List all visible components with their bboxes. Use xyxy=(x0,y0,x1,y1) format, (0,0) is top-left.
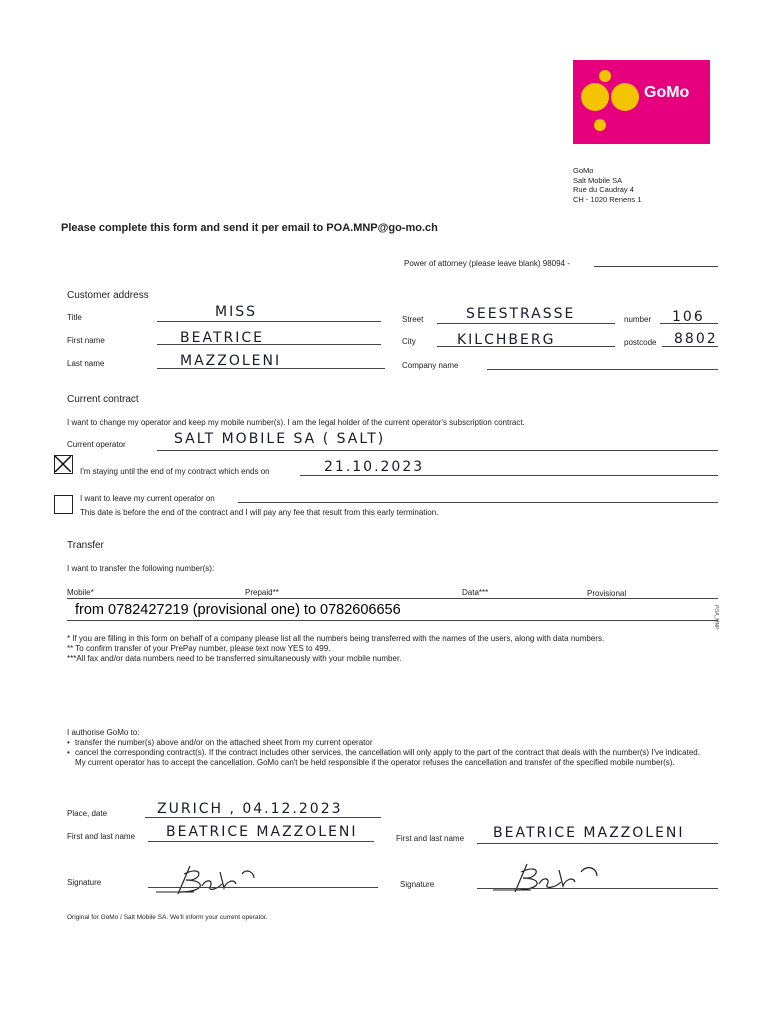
name-label: First and last name xyxy=(67,832,136,841)
current-operator-label: Current operator xyxy=(67,440,126,449)
authorise-bullet-text: transfer the number(s) above and/or on the attached sheet from my current operator xyxy=(75,738,373,747)
title-label: Title xyxy=(67,313,82,322)
first-name-field[interactable] xyxy=(157,344,381,345)
name-label-2: First and last name xyxy=(396,834,465,843)
logo-text: GoMo xyxy=(644,84,690,101)
first-name-label: First name xyxy=(67,336,105,345)
address-line: GoMo xyxy=(573,166,594,175)
column-prepaid: Prepaid** xyxy=(245,588,279,597)
street-field[interactable] xyxy=(437,323,615,324)
authorise-bullet-text: cancel the corresponding contract(s). If the contract includes other services, the cancellation will only apply to the part of the contract that deals with the number(s) I've indicated. My current operator has to accept the cancellation. GoMo can't be held responsible if the operator refuses the cancellation and transfer of the specified mobile number(s). xyxy=(75,748,700,767)
staying-checkbox[interactable] xyxy=(54,455,73,474)
title-value: MISS xyxy=(215,304,257,320)
city-field[interactable] xyxy=(437,346,615,347)
contract-end-date: 21.10.2023 xyxy=(324,459,425,475)
name-field-2[interactable] xyxy=(477,843,718,844)
authorise-bullet: • transfer the number(s) above and/or on the attached sheet from my current operator xyxy=(67,738,373,747)
current-contract-heading: Current contract xyxy=(67,394,139,405)
postcode-label: postcode xyxy=(624,338,657,347)
column-mobile: Mobile* xyxy=(67,588,94,597)
leave-note: This date is before the end of the contract and I will pay any fee that result from this early termination. xyxy=(80,508,439,517)
check-x-icon xyxy=(54,455,71,472)
signature-image xyxy=(150,860,270,905)
note-data: ***All fax and/or data numbers need to be transferred simultaneously with your mobile number. xyxy=(67,654,402,663)
footer-note: Original for GoMo / Salt Mobile SA. We'll inform your current operator. xyxy=(67,914,268,921)
leave-checkbox[interactable] xyxy=(54,495,73,514)
transfer-row-line xyxy=(67,598,718,599)
form-code: POA_MNP xyxy=(713,605,719,630)
gomo-logo xyxy=(573,60,710,144)
form-heading: Please complete this form and send it per email to POA.MNP@go-mo.ch xyxy=(61,222,438,234)
place-date-label: Place, date xyxy=(67,809,108,818)
place-date-field[interactable] xyxy=(145,817,381,818)
last-name-label: Last name xyxy=(67,359,105,368)
column-provisional: Provisional xyxy=(587,589,627,598)
signature-field[interactable] xyxy=(148,887,378,888)
address-line: CH - 1020 Renens 1 xyxy=(573,194,642,204)
signature-label: Signature xyxy=(67,878,102,887)
company-address xyxy=(573,166,641,204)
last-name-field[interactable] xyxy=(157,368,385,369)
last-name-value: MAZZOLENI xyxy=(180,353,282,369)
place-date-value: ZURICH , 04.12.2023 xyxy=(157,801,343,817)
current-operator-value: SALT MOBILE SA ( SALT) xyxy=(174,431,386,447)
signature-label-2: Signature xyxy=(400,880,435,889)
note-prepay: ** To confirm transfer of your PrePay number, please text now YES to 499. xyxy=(67,644,331,653)
transfer-heading: Transfer xyxy=(67,540,104,551)
current-operator-field[interactable] xyxy=(157,450,718,451)
staying-label: I'm staying until the end of my contract which ends on xyxy=(80,467,270,476)
address-line: Salt Mobile SA xyxy=(573,175,623,185)
number-label: number xyxy=(624,315,652,324)
number-field[interactable] xyxy=(660,323,718,324)
column-data: Data*** xyxy=(462,588,489,597)
transfer-notes xyxy=(67,634,727,664)
first-name-value: BEATRICE xyxy=(180,330,264,346)
contract-intro: I want to change my operator and keep my mobile number(s). I am the legal holder of the current operator's subscription contract. xyxy=(67,418,525,427)
handwritten-signature xyxy=(150,860,270,900)
power-of-attorney-line[interactable] xyxy=(594,266,718,267)
street-value: SEESTRASSE xyxy=(466,306,576,322)
postcode-value: 8802 xyxy=(674,331,718,347)
street-label: Street xyxy=(402,315,424,324)
handwritten-signature-2 xyxy=(485,856,615,896)
customer-address-heading: Customer address xyxy=(67,290,149,301)
note-company: * If you are filling in this form on behalf of a company please list all the numbers being transferred with the names of the users, along with data numbers. xyxy=(67,634,605,643)
authorise-section xyxy=(67,728,707,768)
leave-label: I want to leave my current operator on xyxy=(80,494,215,503)
number-value: 106 xyxy=(672,309,705,325)
signature-field-2[interactable] xyxy=(477,888,718,889)
address-line: Rue du Caudray 4 xyxy=(573,185,634,194)
leave-date-field[interactable] xyxy=(238,502,718,503)
transfer-row-line xyxy=(67,620,718,621)
contract-end-date-field[interactable] xyxy=(300,475,718,476)
authorise-intro: I authorise GoMo to: xyxy=(67,728,140,737)
postcode-field[interactable] xyxy=(662,346,718,347)
name-value: BEATRICE MAZZOLENI xyxy=(166,824,358,840)
signature-image-2 xyxy=(485,856,615,901)
city-label: City xyxy=(402,337,416,346)
company-name-label: Company name xyxy=(402,361,459,370)
city-value: KILCHBERG xyxy=(457,332,556,348)
authorise-bullet: • cancel the corresponding contract(s). If the contract includes other services, the cancellation will only apply to the part of the contract that deals with the number(s) I've indicated. My current operator has to accept the cancellation. GoMo can't be held responsible if the operator refuses the cancellation and transfer of the specified mobile number(s). xyxy=(67,748,707,768)
power-of-attorney-label: Power of attorney (please leave blank) 98094 - xyxy=(404,259,570,268)
name-value-2: BEATRICE MAZZOLENI xyxy=(493,825,685,841)
title-field[interactable] xyxy=(157,321,381,322)
company-name-field[interactable] xyxy=(487,369,718,370)
transfer-entry[interactable]: from 0782427219 (provisional one) to 0782606656 xyxy=(75,602,401,618)
name-field[interactable] xyxy=(148,841,374,842)
transfer-intro: I want to transfer the following number(s): xyxy=(67,564,215,573)
gomo-logo-dots xyxy=(573,60,710,144)
